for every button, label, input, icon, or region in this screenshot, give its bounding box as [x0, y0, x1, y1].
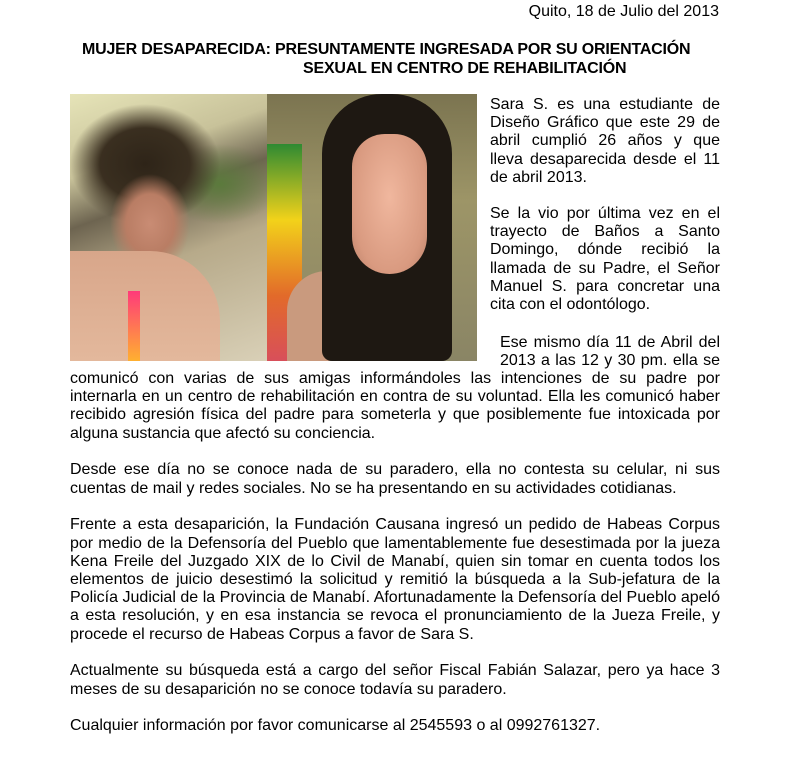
document-title	[70, 40, 720, 78]
paragraph-7-contact: Cualquier información por favor comunicarse al 2545593 o al 0992761327.	[70, 717, 601, 735]
body-text	[70, 370, 720, 754]
paragraph-5: Frente a esta desaparición, la Fundación Causana ingresó un pedido de Habeas Corpus por medio de la Defensoría del Pueblo que lamentablemente fue desestimada por la jueza Kena Freile del Juzgado XIX de lo Civil de Manabí, quien sin tomar en cuenta todos los elementos de juicio desestimó la solicitud y remitió la búsqueda a la Sub-jefatura de la Policía Judicial de la Provincia de Manabí. Afortunadamente la Defensoría del Pueblo apeló a esta resolución, y en esa instancia se revoca el pronunciamiento de la Jueza Freile, y procede el recurso de Habeas Corpus a favor de Sara S.	[70, 516, 720, 643]
paragraph-1: Sara S. es una estudiante de Diseño Gráfico que este 29 de abril cumplió 26 años y que lleva desaparecida desde el 11 de abril 2013.	[490, 96, 720, 186]
document-date: Quito, 18 de Julio del 2013	[528, 3, 719, 20]
side-text	[490, 96, 720, 332]
paragraph-3-line-1: Ese mismo día 11 de Abril del	[500, 334, 720, 351]
paragraph-3-start	[490, 334, 720, 370]
photo-right-portrait	[267, 94, 477, 361]
paragraph-6: Actualmente su búsqueda está a cargo del señor Fiscal Fabián Salazar, pero ya hace 3 meses de su desaparición no se conoce todavía su paradero.	[70, 662, 720, 698]
paragraph-4: Desde ese día no se conoce nada de su paradero, ella no contesta su celular, ni sus cuentas de mail y redes sociales. No se ha presentando en su actividades cotidianas.	[70, 461, 720, 497]
title-line-1: MUJER DESAPARECIDA: PRESUNTAMENTE INGRESADA POR SU ORIENTACIÓN	[82, 41, 691, 58]
paragraph-3-line-2: 2013 a las 12 y 30 pm. ella se	[500, 352, 720, 370]
photo-left-portrait	[70, 94, 267, 361]
photo-left-shoulder	[70, 251, 220, 361]
missing-person-photo	[70, 94, 477, 361]
paragraph-2: Se la vio por última vez en el trayecto de Baños a Santo Domingo, dónde recibió la llamada de su Padre, el Señor Manuel S. para concretar una cita con el odontólogo.	[490, 205, 720, 314]
photo-left-strap	[128, 291, 140, 361]
title-line-2: SEXUAL EN CENTRO DE REHABILITACIÓN	[303, 60, 627, 77]
photo-right-face	[352, 134, 427, 274]
paragraph-3-continued: comunicó con varias de sus amigas informándoles las intenciones de su padre por internarla en un centro de rehabilitación en contra de su voluntad. Ella les comunicó haber recibido agresión física del padre para someterla y que posiblemente fue intoxicada por alguna sustancia que afectó su conciencia.	[70, 370, 720, 442]
